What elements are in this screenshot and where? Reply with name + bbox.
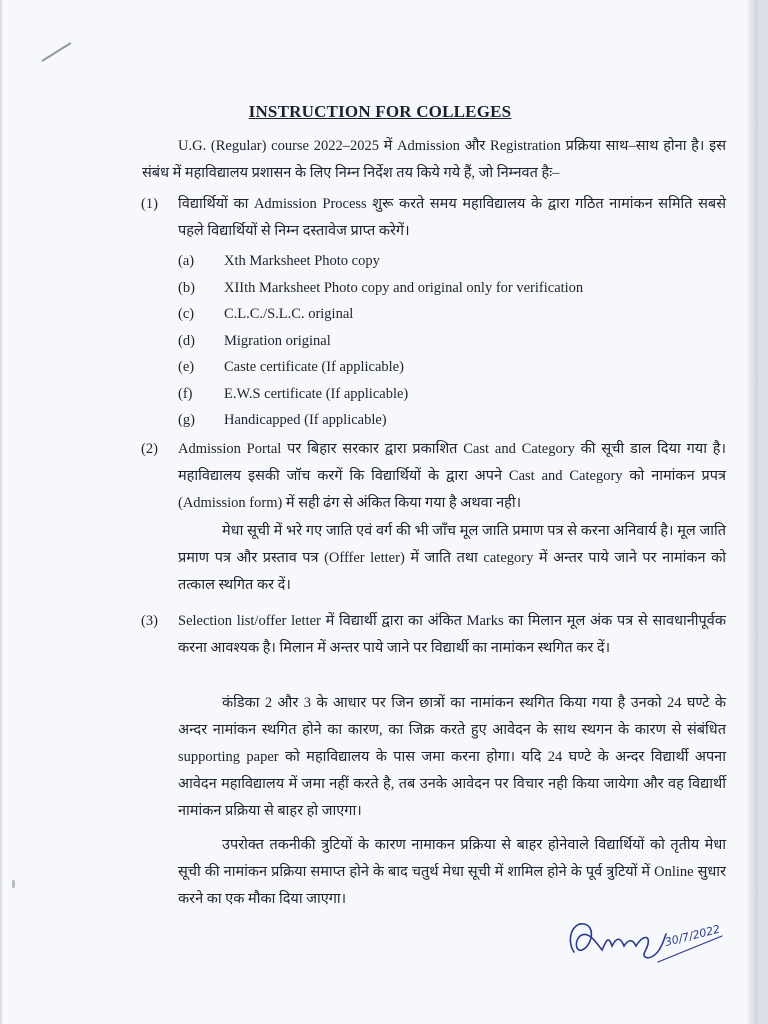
list-item-letter: (a) xyxy=(178,253,195,269)
scan-speck xyxy=(12,880,15,888)
list-item xyxy=(178,328,726,355)
list-item-letter: (f) xyxy=(178,385,193,402)
pen-mark xyxy=(41,42,71,62)
section-1-number: (1) xyxy=(141,196,158,212)
section-3-paragraph-1: Selection list/offer letter में विद्यार्थी द्वारा का अंकित Marks का मिलान मूल अंक पत्र से सावधानीपूर्वक करना आवश्यक है। मिलान में अन्तर पाये जाने पर विद्यार्थी का नामांकन स्थगित कर दें। xyxy=(178,613,726,656)
section-1-paragraph: विद्यार्थियों का Admission Process शुरू करते समय महाविद्यालय के द्वारा गठित नामांकन समिति सबसे पहले विद्यार्थियों से निम्न दस्तावेज प्राप्त करेगें। xyxy=(178,196,726,239)
intro-paragraph: U.G. (Regular) course 2022–2025 में Admission और Registration प्रक्रिया साथ–साथ होना है। इस संबंध में महाविद्यालय प्रशासन के लिए निम्न निर्देश तय किये गये हैं, जो निम्नवत हैः– xyxy=(142,138,726,181)
list-item-text: E.W.S certificate (If applicable) xyxy=(224,385,409,402)
list-item xyxy=(178,248,726,275)
list-item-letter: (g) xyxy=(178,412,195,428)
list-item-text: Migration original xyxy=(224,332,331,349)
document-title: INSTRUCTION FOR COLLEGES xyxy=(248,102,512,121)
list-item xyxy=(178,407,726,434)
list-item-text: XIIth Marksheet Photo copy and original only for verification xyxy=(224,279,584,296)
list-item-text: Handicapped (If applicable) xyxy=(224,412,387,428)
list-item-letter: (b) xyxy=(178,279,195,296)
section-3-paragraph-3: उपरोक्त तकनीकी त्रुटियों के कारण नामाकन प्रक्रिया से बाहर होनेवाले विद्यार्थियों को तृतीय मेधा सूची की नामांकन प्रक्रिया समाप्त होने के बाद चतुर्थ मेधा सूची में शामिल होने के पूर्व त्रुटियों में Online सुधार करने का एक मौका दिया जाएगा। xyxy=(178,837,726,907)
list-item xyxy=(178,275,726,302)
list-item xyxy=(178,354,726,381)
list-item-text: C.L.C./S.L.C. original xyxy=(224,306,354,322)
list-item xyxy=(178,301,726,328)
list-item-letter: (d) xyxy=(178,332,195,349)
svg-text:30/7/2022: 30/7/2022 xyxy=(663,922,722,949)
handwritten-signature xyxy=(562,912,732,970)
section-3-number: (3) xyxy=(141,613,158,629)
list-item xyxy=(178,381,726,408)
section-2-paragraph-2: मेधा सूची में भरे गए जाति एवं वर्ग की भी जाँच मूल जाति प्रमाण पत्र से करना अनिवार्य है। मूल जाति प्रमाण पत्र और प्रस्ताव पत्र (Offfer letter) में जाति तथा category में अन्तर पाये जाने पर नामांकन को तत्काल स्थगित कर दें। xyxy=(178,523,726,593)
list-item-text: Xth Marksheet Photo copy xyxy=(224,253,380,269)
document-page xyxy=(2,0,758,1024)
section-2-paragraph-1: Admission Portal पर बिहार सरकार द्वारा प्रकाशित Cast and Category की सूची डाल दिया गया है। महाविद्यालय इसकी जॉच करगें कि विद्यार्थियों के द्वारा अपने Cast and Category को नामांकन प्रपत्र (Admission form) में सही ढंग से अंकित किया गया है अथवा नही। xyxy=(178,441,726,511)
section-3-paragraph-2: कंडिका 2 और 3 के आधार पर जिन छात्रों का नामांकन स्थगित किया गया है उनको 24 घण्टे के अन्दर नामांकन स्थगित होने का कारण, का जिक्र करते हुए आवेदन के साथ स्थगन के कारण से संबंधित supporting paper को महाविद्यालय के पास जमा करना होगा। यदि 24 घण्टे के अन्दर विद्यार्थी अपना आवेदन महाविद्यालय में जमा नहीं करते है, तब उनके आवेदन पर विचार नही किया जायेगा और वह विद्यार्थी नामांकन प्रक्रिया से बाहर हो जाएगा। xyxy=(178,695,726,819)
list-item-letter: (e) xyxy=(178,359,195,375)
list-item-letter: (c) xyxy=(178,306,195,322)
section-2-number: (2) xyxy=(141,441,158,457)
documents-list xyxy=(178,248,726,434)
list-item-text: Caste certificate (If applicable) xyxy=(224,359,404,375)
page-edge-shadow xyxy=(748,0,758,1024)
